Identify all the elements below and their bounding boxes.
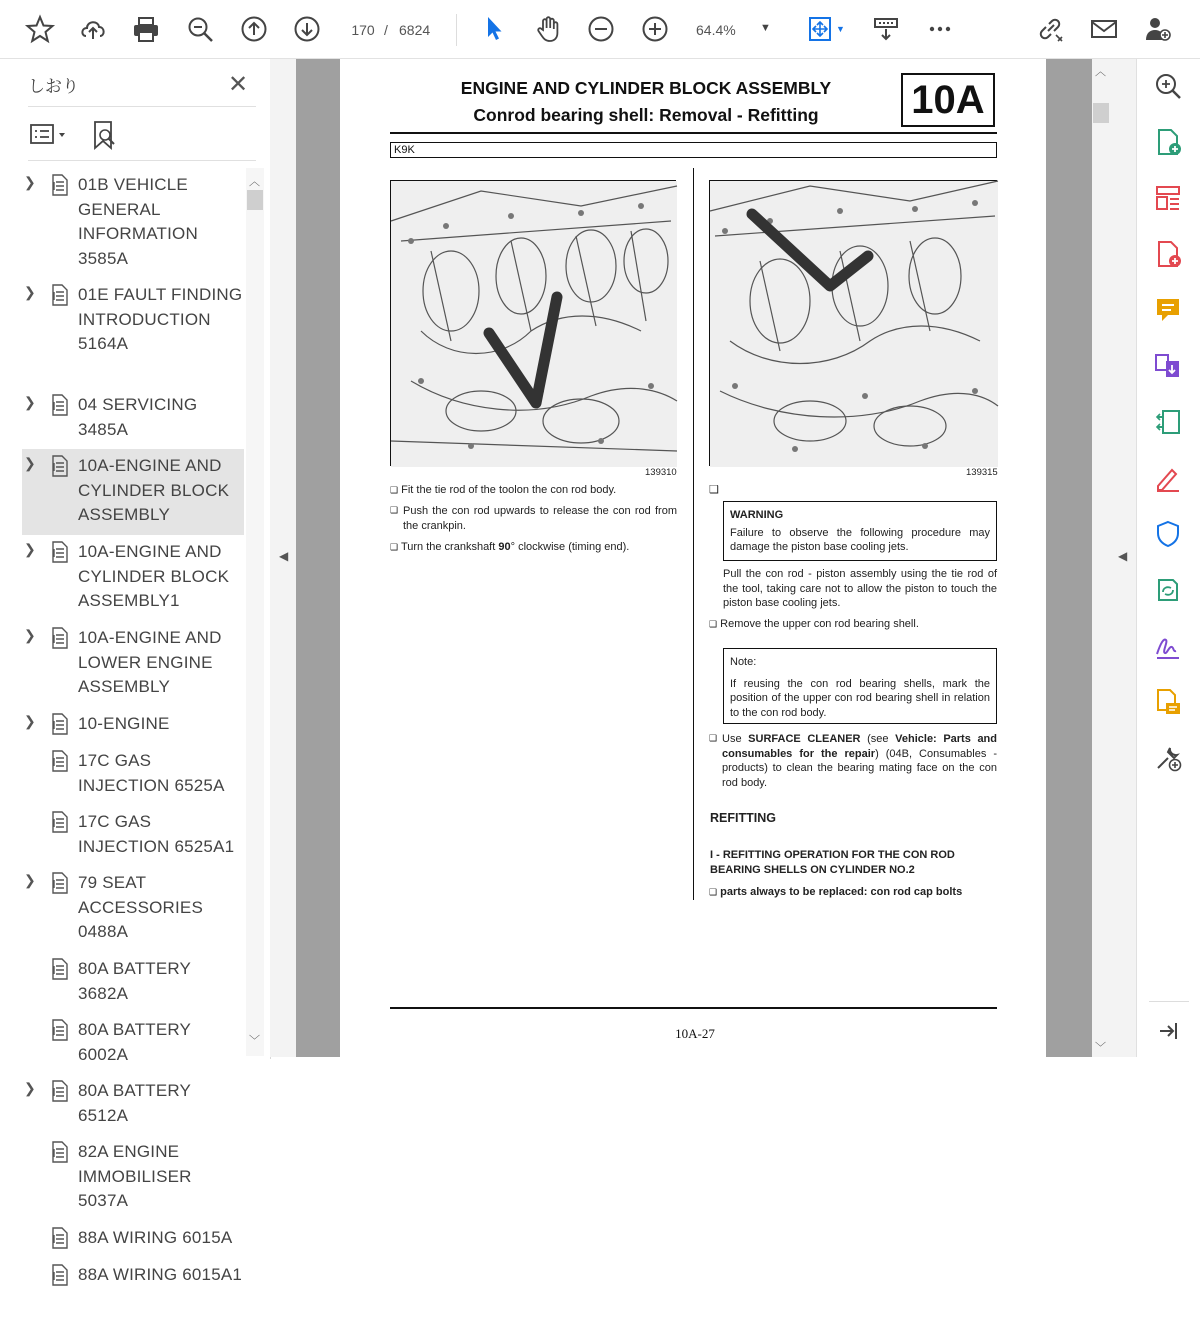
fit-page-icon[interactable]	[802, 11, 838, 47]
bookmark-item[interactable]	[22, 1074, 244, 1135]
bookmark-scroll-thumb[interactable]	[247, 190, 263, 210]
bookmark-item[interactable]	[22, 744, 244, 805]
chevron-right-icon[interactable]: ❯	[24, 174, 36, 190]
right-panel-collapse[interactable]	[1110, 59, 1136, 1057]
bookmark-item[interactable]	[22, 952, 244, 1013]
bookmark-tree-icon	[50, 811, 70, 833]
step-fit-tie-rod: ❑ Fit the tie rod of the toolon the con rod body.	[390, 484, 617, 496]
bookmark-item[interactable]	[22, 805, 244, 866]
zoom-out-search-icon[interactable]	[182, 11, 218, 47]
cloud-upload-icon[interactable]	[75, 11, 111, 47]
page-up-icon[interactable]	[236, 11, 272, 47]
bookmark-tree-icon	[50, 713, 70, 735]
bookmark-list	[22, 168, 244, 1284]
checkbox-bullet-icon: ❑	[390, 543, 399, 553]
bookmark-item[interactable]	[22, 168, 244, 278]
parts-replaced-text: ❑ parts always to be replaced: con rod cap bolts	[709, 886, 963, 898]
organize-pages-icon[interactable]	[1151, 181, 1185, 215]
zoom-chevron-down-icon[interactable]: ▼	[760, 22, 771, 34]
combine-files-icon[interactable]	[1151, 349, 1185, 383]
bookmark-tree-icon	[50, 627, 70, 649]
add-user-icon[interactable]	[1140, 11, 1176, 47]
select-cursor-icon[interactable]	[476, 11, 512, 47]
comment-icon[interactable]	[1151, 293, 1185, 327]
protect-icon[interactable]	[1151, 517, 1185, 551]
checkbox-bullet-icon: ❑	[709, 888, 718, 898]
bookmark-scrollbar[interactable]	[246, 168, 264, 1056]
step-remove-shell: ❑ Remove the upper con rod bearing shell.	[709, 618, 919, 630]
bookmark-label: 80A BATTERY 3682A	[78, 959, 191, 1003]
checkbox-bullet-icon: ❑	[390, 506, 399, 516]
doc-scroll-up-icon[interactable]: ︿	[1095, 66, 1106, 78]
bookmark-item[interactable]	[22, 449, 244, 535]
star-icon[interactable]	[22, 11, 58, 47]
hand-icon[interactable]	[530, 11, 566, 47]
bookmark-label: 10A-ENGINE AND LOWER ENGINE ASSEMBLY	[78, 628, 222, 696]
bookmark-tree-icon	[50, 750, 70, 772]
export-pdf-icon[interactable]	[1151, 237, 1185, 271]
comment-tools-icon[interactable]	[868, 11, 904, 47]
chevron-right-icon[interactable]: ❯	[24, 872, 36, 888]
compress-icon[interactable]	[1151, 405, 1185, 439]
bookmark-item[interactable]	[22, 707, 244, 744]
document-gutter-right	[1046, 59, 1092, 1057]
page-number-input[interactable]: 170	[351, 22, 375, 38]
bookmark-item[interactable]	[22, 866, 244, 952]
engine-illustration-left	[391, 181, 677, 467]
checkbox-bullet-icon: ❑	[709, 620, 718, 630]
doc-subtitle: Conrod bearing shell: Removal - Refitting	[473, 105, 819, 125]
footer-rule	[390, 1007, 997, 1009]
bookmark-tree-icon	[50, 284, 70, 306]
step-use-surface-cleaner: ❑ Use SURFACE CLEANER (see Vehicle: Parts and consumables for the repair) (04B, Consumables - products) to clean the bearing mating face on the con rod body.	[709, 733, 997, 789]
zoom-level-select[interactable]: 64.4%	[696, 22, 736, 38]
engine-illustration-right	[710, 181, 998, 467]
chevron-right-icon[interactable]: ❯	[24, 1080, 36, 1096]
bookmark-label: 88A WIRING 6015A	[78, 1228, 233, 1247]
fit-chevron-down-icon[interactable]: ▼	[836, 24, 845, 34]
bookmark-label: 17C GAS INJECTION 6525A	[78, 751, 225, 795]
checkbox-bullet-icon: ❑	[709, 484, 719, 496]
section-code-box: 10A	[901, 73, 995, 127]
bookmarks-title: しおり	[28, 77, 79, 96]
bookmark-item[interactable]	[22, 1221, 244, 1258]
chevron-right-icon[interactable]: ❯	[24, 627, 36, 643]
bookmark-item[interactable]	[22, 1013, 244, 1074]
collapse-panel-icon[interactable]	[1151, 1014, 1185, 1048]
document-scrollbar[interactable]	[1092, 59, 1110, 1057]
note-title: Note:	[730, 656, 757, 668]
chevron-right-icon[interactable]: ❯	[24, 284, 36, 300]
refitting-operation-heading: I - REFITTING OPERATION FOR THE CON ROD BEARING SHELLS ON CYLINDER NO.2	[710, 849, 955, 876]
warning-box	[723, 501, 997, 561]
checkbox-bullet-icon: ❑	[390, 486, 399, 496]
column-divider	[693, 168, 694, 900]
share-link-icon[interactable]	[1032, 11, 1068, 47]
close-icon[interactable]: ✕	[228, 71, 249, 98]
refitting-heading: REFITTING	[710, 811, 776, 825]
chevron-right-icon[interactable]: ❯	[24, 713, 36, 729]
scroll-down-arrow-icon[interactable]: ﹀	[249, 1035, 260, 1047]
tools-icon[interactable]	[1151, 741, 1185, 775]
figure-left-engine	[390, 180, 676, 466]
bookmark-search-icon[interactable]	[92, 120, 120, 150]
checkbox-bullet-icon: ❑	[709, 734, 718, 744]
bookmark-tree-icon	[50, 1141, 70, 1163]
page-total: 6824	[399, 22, 431, 38]
bookmark-label: 17C GAS INJECTION 6525A1	[78, 812, 235, 856]
note-text: If reusing the con rod bearing shells, mark the position of the upper con rod bearing shell in relation to the con rod body.	[730, 677, 990, 719]
page-down-icon[interactable]	[289, 11, 325, 47]
bookmark-tree-icon	[50, 872, 70, 894]
step-push-con-rod: ❑ Push the con rod upwards to release the con rod from the crankpin.	[390, 505, 677, 532]
bookmark-item[interactable]	[22, 535, 244, 621]
engine-code-box: K9K	[390, 142, 997, 158]
zoom-minus-icon[interactable]	[583, 11, 619, 47]
bookmark-label: 10A-ENGINE AND CYLINDER BLOCK ASSEMBLY1	[78, 542, 230, 610]
bookmark-label: 79 SEAT ACCESSORIES 0488A	[78, 873, 204, 941]
create-pdf-icon[interactable]	[1151, 125, 1185, 159]
list-options-icon	[30, 122, 70, 148]
step-turn-crankshaft: ❑ Turn the crankshaft 90° clockwise (timing end).	[390, 541, 630, 553]
top-toolbar	[0, 0, 1200, 59]
note-box	[723, 648, 997, 724]
convert-icon[interactable]	[1151, 573, 1185, 607]
bookmark-item[interactable]	[22, 278, 244, 388]
mail-icon[interactable]	[1086, 11, 1122, 47]
zoom-plus-icon[interactable]	[637, 11, 673, 47]
bookmark-label: 10-ENGINE	[78, 714, 170, 733]
bookmark-label: 80A BATTERY 6512A	[78, 1081, 191, 1125]
bookmark-tree-icon	[50, 1080, 70, 1102]
bookmark-tree-icon	[50, 1019, 70, 1041]
bookmark-tree-icon	[50, 1264, 70, 1286]
bookmark-label: 82A ENGINE IMMOBILISER 5037A	[78, 1142, 192, 1210]
pull-con-rod-text: Pull the con rod - piston assembly using the tie rod of the tool, taking care not to allow the piston to touch the piston base cooling jets.	[723, 568, 997, 609]
bookmark-tree-icon	[50, 958, 70, 980]
left-panel-collapse[interactable]	[270, 59, 296, 1057]
chevron-right-icon[interactable]: ❯	[24, 455, 36, 471]
figure-right-engine	[709, 180, 997, 466]
sign-icon[interactable]	[1151, 629, 1185, 663]
bookmark-label: 80A BATTERY 6002A	[78, 1020, 191, 1064]
collapse-right-arrow-icon[interactable]: ◀	[1118, 549, 1128, 563]
bookmark-tree-icon	[50, 1227, 70, 1249]
bookmark-label: 88A WIRING 6015A1	[78, 1265, 243, 1284]
bookmark-label: 10A-ENGINE AND CYLINDER BLOCK ASSEMBLY	[78, 456, 230, 524]
scroll-up-arrow-icon[interactable]: ︿	[249, 176, 260, 188]
send-review-icon[interactable]	[1151, 685, 1185, 719]
warning-title: WARNING	[730, 509, 784, 521]
fill-sign-icon[interactable]	[1151, 461, 1185, 495]
bookmark-tree-icon	[50, 174, 70, 196]
bookmark-item[interactable]	[22, 621, 244, 707]
print-icon[interactable]	[128, 11, 164, 47]
figure-right-number: 139315	[966, 467, 998, 478]
more-icon[interactable]	[922, 11, 958, 47]
page-separator: /	[384, 22, 388, 38]
doc-title: ENGINE AND CYLINDER BLOCK ASSEMBLY	[460, 78, 832, 98]
chevron-right-icon[interactable]: ❯	[24, 394, 36, 410]
document-gutter-left	[296, 59, 340, 1057]
search-zoom-icon[interactable]	[1151, 69, 1185, 103]
bookmark-label: 01E FAULT FINDING INTRODUCTION 5164A	[78, 285, 243, 353]
page-footer-number: 10A-27	[675, 1026, 715, 1041]
bookmark-options-menu[interactable]	[30, 122, 70, 148]
bookmark-label: 04 SERVICING 3485A	[78, 395, 198, 439]
bookmark-tree-icon	[50, 394, 70, 416]
bookmark-item[interactable]	[22, 388, 244, 449]
warning-text: Failure to observe the following procedure may damage the piston base cooling jets.	[730, 526, 990, 553]
collapse-left-arrow-icon[interactable]: ◀	[279, 549, 289, 563]
chevron-right-icon[interactable]: ❯	[24, 541, 36, 557]
bookmark-item[interactable]	[22, 1135, 244, 1221]
bookmark-label: 01B VEHICLE GENERAL INFORMATION 3585A	[78, 175, 198, 268]
header-rule	[390, 132, 997, 134]
doc-scroll-thumb[interactable]	[1093, 103, 1109, 123]
bookmark-tree-icon	[50, 455, 70, 477]
bookmark-tree-icon	[50, 541, 70, 563]
bookmark-item[interactable]	[22, 1258, 244, 1319]
doc-scroll-down-icon[interactable]: ﹀	[1095, 1042, 1106, 1054]
tools-rail	[1136, 59, 1201, 1057]
figure-left-number: 139310	[645, 467, 677, 478]
